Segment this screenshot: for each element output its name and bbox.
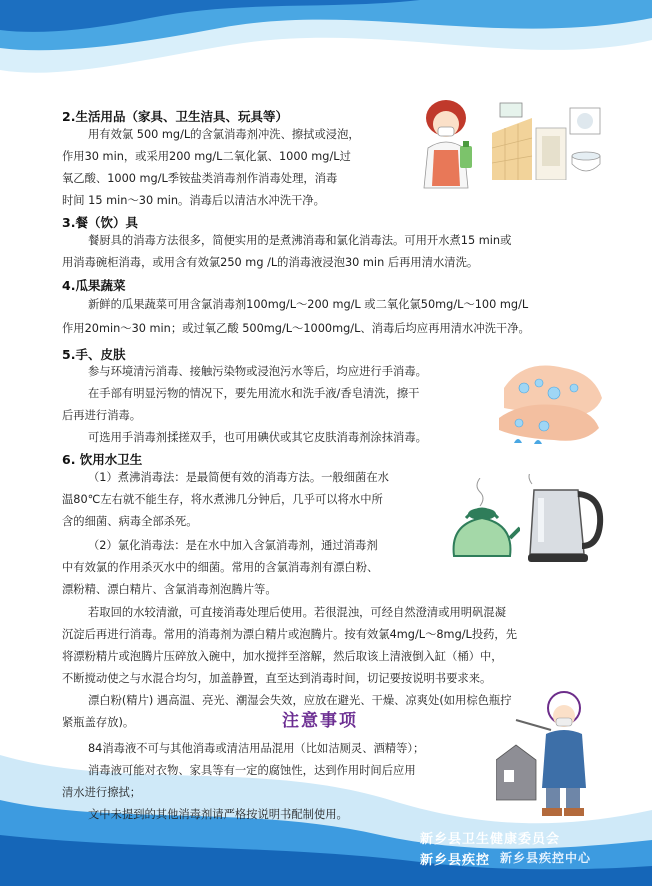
woman-disinfecting-illustration [414, 96, 484, 192]
paragraph-line: 温80℃左右就不能生存，将水煮沸几分钟后，几乎可以将水中所 [62, 493, 383, 506]
paragraph-line: 中有效氯的作用杀灭水中的细菌。常用的含氯消毒剂有漂白粉、 [62, 561, 379, 574]
paragraph-line: 用消毒碗柜消毒，或用含有效氯250 mg /L的消毒液浸泡30 min 后再用清水清洗。 [62, 256, 479, 269]
paragraph-line: 不断搅动使之与水混合均匀，加盖静置，直至达到消毒时间，切记要按说明书要求来。 [62, 672, 492, 685]
paragraph-line: （2）氯化消毒法：是在水中加入含氯消毒剂，通过消毒剂 [88, 539, 378, 552]
notice-line: 84消毒液不可与其他消毒或清洁用品混用（比如洁厕灵、酒精等）； [88, 742, 425, 755]
paragraph-line: 时间 15 min～30 min。消毒后以清洁水冲洗干净。 [62, 194, 325, 207]
section-heading: 3.餐（饮）具 [62, 215, 138, 230]
footer-org-2: 新乡县疾控 [420, 853, 491, 868]
paragraph-line: 漂粉精、漂白精片、含氯消毒剂泡腾片等。 [62, 583, 277, 596]
paragraph-line: 作用30 min，或采用200 mg/L二氧化氯、1000 mg/L过 [62, 150, 351, 163]
worker-spraying-illustration [496, 690, 606, 820]
notice-line: 消毒液可能对衣物、家具等有一定的腐蚀性，达到作用时间后应用 [88, 764, 416, 777]
paragraph-line: 含的细菌、病毒全部杀死。 [62, 515, 198, 528]
footer-org-1: 新乡县卫生健康委员会 [420, 832, 561, 847]
paragraph-line: 可选用手消毒剂揉搓双手，也可用碘伏或其它皮肤消毒剂涂抹消毒。 [88, 431, 427, 444]
electric-kettle-illustration [520, 474, 606, 564]
paragraph-line: 若取回的水较清澈，可直接消毒处理后使用。若很混浊，可经自然澄清或用明矾混凝 [88, 606, 506, 619]
section-heading: 2.生活用品（家具、卫生洁具、玩具等） [62, 109, 288, 124]
paragraph-line: 后再进行消毒。 [62, 409, 142, 422]
bathroom-illustration [492, 98, 604, 180]
paragraph-line: 漂白粉(精片) 遇高温、亮光、潮湿会失效，应放在避光、干燥、凉爽处(如用棕色瓶拧 [88, 694, 512, 707]
paragraph-line: 沉淀后再进行消毒。常用的消毒剂为漂白精片或泡腾片。按有效氯4mg/L～8mg/L投药，先 [62, 628, 518, 641]
paragraph-line: 将漂粉精片或泡腾片压碎放入碗中，加水搅拌至溶解，然后取该上清液倒入缸（桶）中， [62, 650, 503, 663]
paragraph-line: 在手部有明显污物的情况下，要先用流水和洗手液/香皂清洗，擦干 [88, 387, 420, 400]
paragraph-line: 餐厨具的消毒方法很多，简便实用的是煮沸消毒和氯化消毒法。可用开水煮15 min或 [88, 234, 512, 247]
paragraph-line: 新鲜的瓜果蔬菜可用含氯消毒剂100mg/L～200 mg/L 或二氧化氯50mg/L～100 mg/L [88, 298, 529, 311]
notice-title: 注意事项 [282, 711, 358, 731]
notice-line: 文中未提到的其他消毒剂请严格按说明书配制使用。 [88, 808, 348, 821]
watermark-text: 新乡县疾控中心 [500, 851, 592, 865]
paragraph-line: 参与环境清污消毒、接触污染物或浸泡污水等后，均应进行手消毒。 [88, 365, 427, 378]
paragraph-line: （1）煮沸消毒法：是最简便有效的消毒方法。一般细菌在水 [88, 471, 389, 484]
paragraph-line: 紧瓶盖存放)。 [62, 716, 135, 729]
paragraph-line: 氧乙酸、1000 mg/L季铵盐类消毒剂作消毒处理，消毒 [62, 172, 338, 185]
section-heading: 4.瓜果蔬菜 [62, 278, 126, 293]
section-heading: 5.手、皮肤 [62, 347, 126, 362]
hand-washing-illustration [494, 348, 606, 448]
teapot-illustration [444, 478, 520, 560]
paragraph-line: 作用20min～30 min；或过氧乙酸 500mg/L～1000mg/L、消毒后均应再用清水冲洗干净。 [62, 322, 530, 335]
section-heading: 6. 饮用水卫生 [62, 452, 143, 467]
notice-line: 清水进行擦拭； [62, 786, 142, 799]
paragraph-line: 用有效氯 500 mg/L的含氯消毒剂冲洗、擦拭或浸泡， [88, 128, 360, 141]
